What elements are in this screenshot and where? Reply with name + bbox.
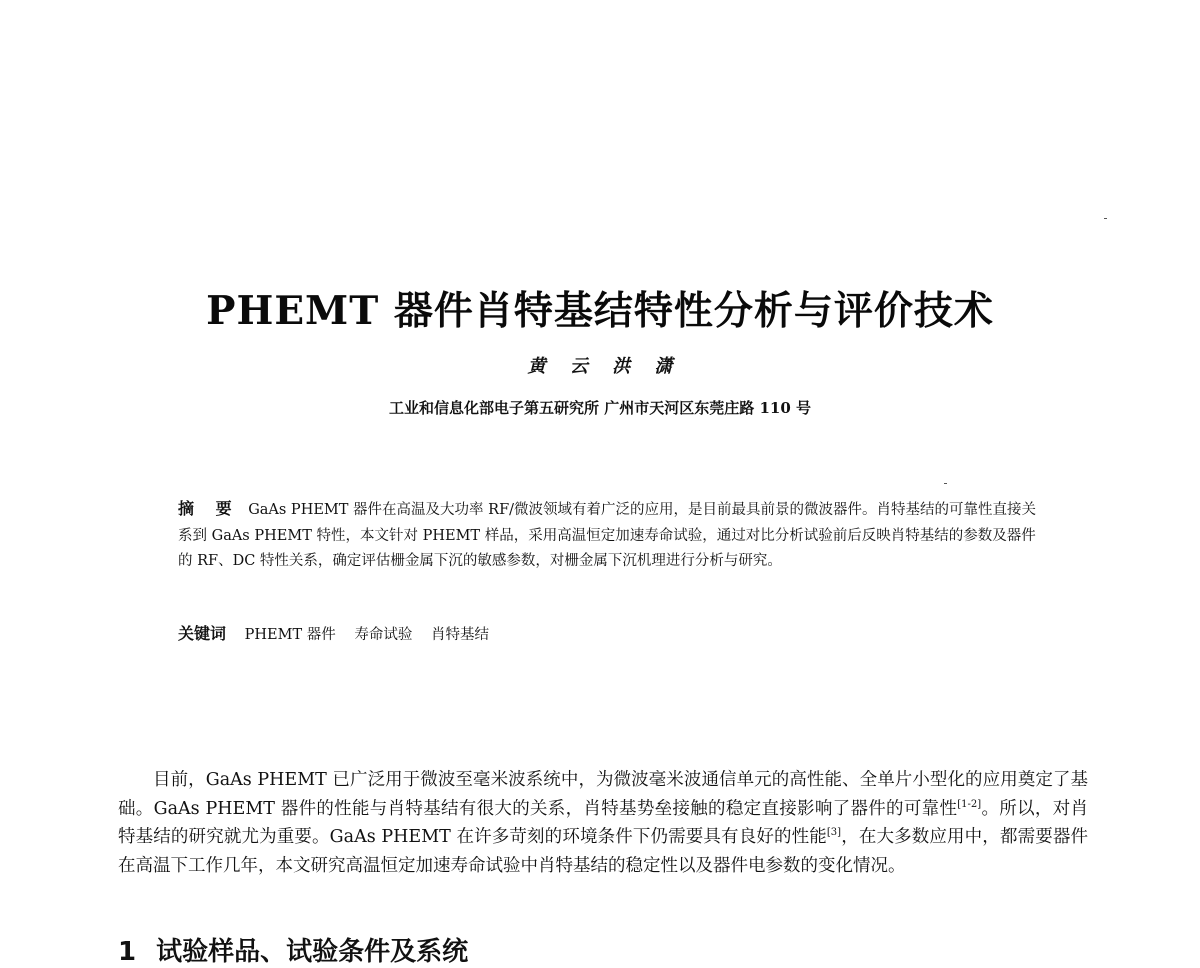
intro-paragraph: [118, 766, 1088, 880]
scan-speck: [1104, 218, 1107, 219]
abstract-block: [178, 496, 1048, 575]
citation-ref: [1-2]: [957, 798, 982, 810]
keywords-label: 关键词: [178, 624, 227, 643]
abstract-text: GaAs PHEMT 器件在高温及大功率 RF/微波领域有着广泛的应用，是目前最具前景的微波器件。肖特基结的可靠性直接关系到 GaAs PHEMT 特性，本文针对 PHEMT 样品，采用高温恒定加速寿命试验，通过对比分析试验前后反映肖特基结的参数及器件的 RF、DC 特性关系，确定评估栅金属下沉的敏感参数，对栅金属下沉机理进行分析与研究。: [178, 502, 1037, 569]
section-number: 1: [118, 937, 137, 967]
paper-affiliation: 工业和信息化部电子第五研究所 广州市天河区东莞庄路 110 号: [389, 399, 811, 417]
paper-title: PHEMT 器件肖特基结特性分析与评价技术: [206, 288, 994, 334]
keywords-block: [178, 621, 1048, 644]
scan-speck: [944, 483, 947, 484]
intro-text: 。所以，对肖特基结的研究就尤为重要。GaAs PHEMT 在许多苛刻的环境条件下仍需要具有良好的性能: [118, 798, 1089, 848]
keyword-item: 肖特基结: [430, 627, 489, 643]
citation-ref: [3]: [826, 827, 842, 839]
paper-authors: 黄 云 洪 潇: [527, 356, 673, 377]
section-heading: [118, 931, 468, 968]
section-title: 试验样品、试验条件及系统: [156, 937, 469, 967]
intro-text: 目前，GaAs PHEMT 已广泛用于微波至毫米波系统中，为微波毫米波通信单元的高性能、全单片小型化的应用奠定了基础。GaAs PHEMT 器件的性能与肖特基结有很大的关系，肖特基势垒接触的稳定直接影响了器件的可靠性: [118, 770, 1088, 819]
intro-text: ，在大多数应用中，都需要器件在高温下工作几年，本文研究高温恒定加速寿命试验中肖特基结的稳定性以及器件电参数的变化情况。: [118, 827, 1088, 876]
keyword-item: 寿命试验: [354, 627, 413, 643]
abstract-label: 摘 要: [178, 499, 240, 518]
keyword-item: PHEMT 器件: [244, 627, 336, 643]
